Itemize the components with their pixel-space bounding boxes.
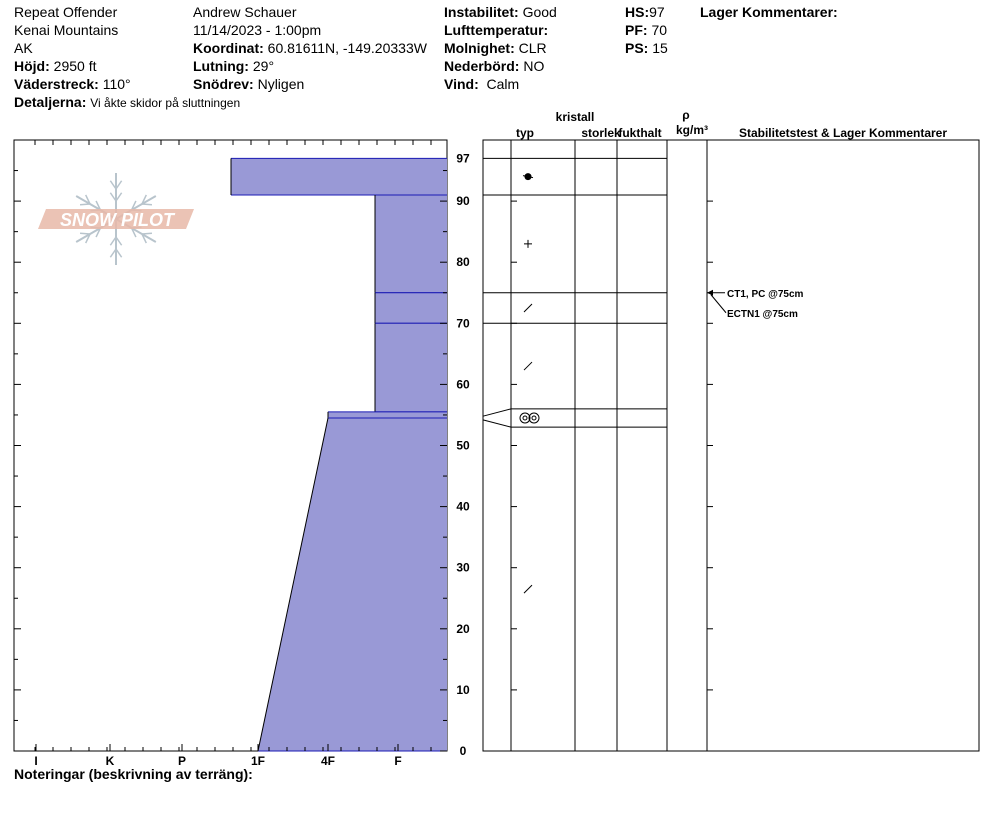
y-tick-label-10: 10 bbox=[456, 682, 470, 697]
table-header-type: typ bbox=[516, 126, 534, 140]
hardness-layer-1 bbox=[375, 195, 447, 293]
elevation-label: Höjd: bbox=[14, 58, 50, 74]
instability-label: Instabilitet: bbox=[444, 4, 519, 20]
details-label: Detaljerna: bbox=[14, 94, 87, 110]
instability-value: Good bbox=[522, 4, 557, 20]
snowflake-branch bbox=[142, 233, 152, 234]
y-tick-label-0: 0 bbox=[459, 744, 467, 758]
layer-comments-title: Lager Kommentarer: bbox=[700, 4, 838, 20]
stability-test-1: ECTN1 @75cm bbox=[727, 308, 798, 320]
elevation-value: 2950 ft bbox=[53, 58, 97, 74]
observation-datetime: 11/14/2023 - 1:00pm bbox=[193, 22, 322, 38]
y-tick-label-70: 70 bbox=[456, 316, 470, 331]
air-temp-label: Lufttemperatur: bbox=[444, 22, 549, 38]
snowflake-branch bbox=[142, 204, 152, 205]
y-tick-label-20: 20 bbox=[456, 621, 470, 636]
pf-label: PF: bbox=[625, 22, 648, 38]
details-value: Vi åkte skidor på sluttningen bbox=[90, 96, 241, 110]
precip-label: Nederbörd: bbox=[444, 58, 520, 74]
hardness-layer-3 bbox=[375, 323, 447, 412]
stability-test-0: CT1, PC @75cm bbox=[727, 288, 804, 300]
y-tick-label-97: 97 bbox=[456, 151, 470, 166]
table-header-size: storlek bbox=[581, 126, 621, 140]
coord-label: Koordinat: bbox=[193, 40, 264, 56]
observer-name: Andrew Schauer bbox=[193, 4, 297, 20]
precip-value: NO bbox=[523, 58, 545, 74]
hardness-profile bbox=[14, 140, 470, 768]
table-header-moisture: fukthalt bbox=[618, 126, 662, 140]
aspect-value: 110° bbox=[102, 76, 131, 92]
drift-label: Snödrev: bbox=[193, 76, 254, 92]
x-tick-label-P: P bbox=[177, 754, 187, 768]
layer-table-frame bbox=[483, 140, 979, 751]
snowflake-branch bbox=[80, 233, 90, 234]
table-header-comments: Stabilitetstest & Lager Kommentarer bbox=[738, 126, 948, 140]
terrain-notes-label: Noteringar (beskrivning av terräng): bbox=[14, 766, 253, 782]
y-tick-label-90: 90 bbox=[456, 194, 470, 209]
table-header-crystal: kristall bbox=[555, 110, 595, 124]
y-tick-label-40: 40 bbox=[456, 499, 470, 514]
x-tick-label-1F: 1F bbox=[250, 754, 266, 768]
mountain-range: Kenai Mountains bbox=[14, 22, 119, 38]
x-tick-label-4F: 4F bbox=[320, 754, 336, 768]
hs-value: 97 bbox=[649, 4, 665, 20]
y-tick-label-30: 30 bbox=[456, 560, 470, 575]
sky-label: Molnighet: bbox=[444, 40, 515, 56]
table-header-rho: ρ bbox=[682, 108, 690, 122]
logo-text: SNOW PILOT bbox=[60, 210, 174, 230]
x-tick-label-I: I bbox=[34, 754, 38, 768]
aspect-label: Väderstreck: bbox=[14, 76, 99, 92]
state: AK bbox=[14, 40, 33, 56]
pf-value: 70 bbox=[651, 22, 668, 38]
drift-value: Nyligen bbox=[257, 76, 305, 92]
location-name: Repeat Offender bbox=[14, 4, 118, 20]
hardness-layer-4 bbox=[328, 412, 447, 418]
coord-value: 60.81611N, -149.20333W bbox=[267, 40, 427, 56]
ps-value: 15 bbox=[652, 40, 668, 56]
layer-table bbox=[483, 108, 979, 751]
wind-label: Vind: bbox=[444, 76, 479, 92]
y-tick-label-60: 60 bbox=[456, 377, 470, 392]
wind-value: Calm bbox=[486, 76, 520, 92]
table-header-density_unit: kg/m³ bbox=[675, 123, 709, 137]
hs-label: HS: bbox=[625, 4, 650, 20]
y-tick-label-80: 80 bbox=[456, 255, 470, 270]
sky-value: CLR bbox=[518, 40, 547, 56]
ps-label: PS: bbox=[625, 40, 649, 56]
x-tick-label-K: K bbox=[105, 754, 115, 768]
hardness-layer-0 bbox=[231, 158, 447, 195]
x-tick-label-F: F bbox=[394, 754, 402, 768]
slope-label: Lutning: bbox=[193, 58, 249, 74]
y-tick-label-50: 50 bbox=[456, 438, 470, 453]
slope-value: 29° bbox=[252, 58, 275, 74]
hardness-layer-2 bbox=[375, 293, 447, 324]
snowflake-branch bbox=[80, 204, 90, 205]
